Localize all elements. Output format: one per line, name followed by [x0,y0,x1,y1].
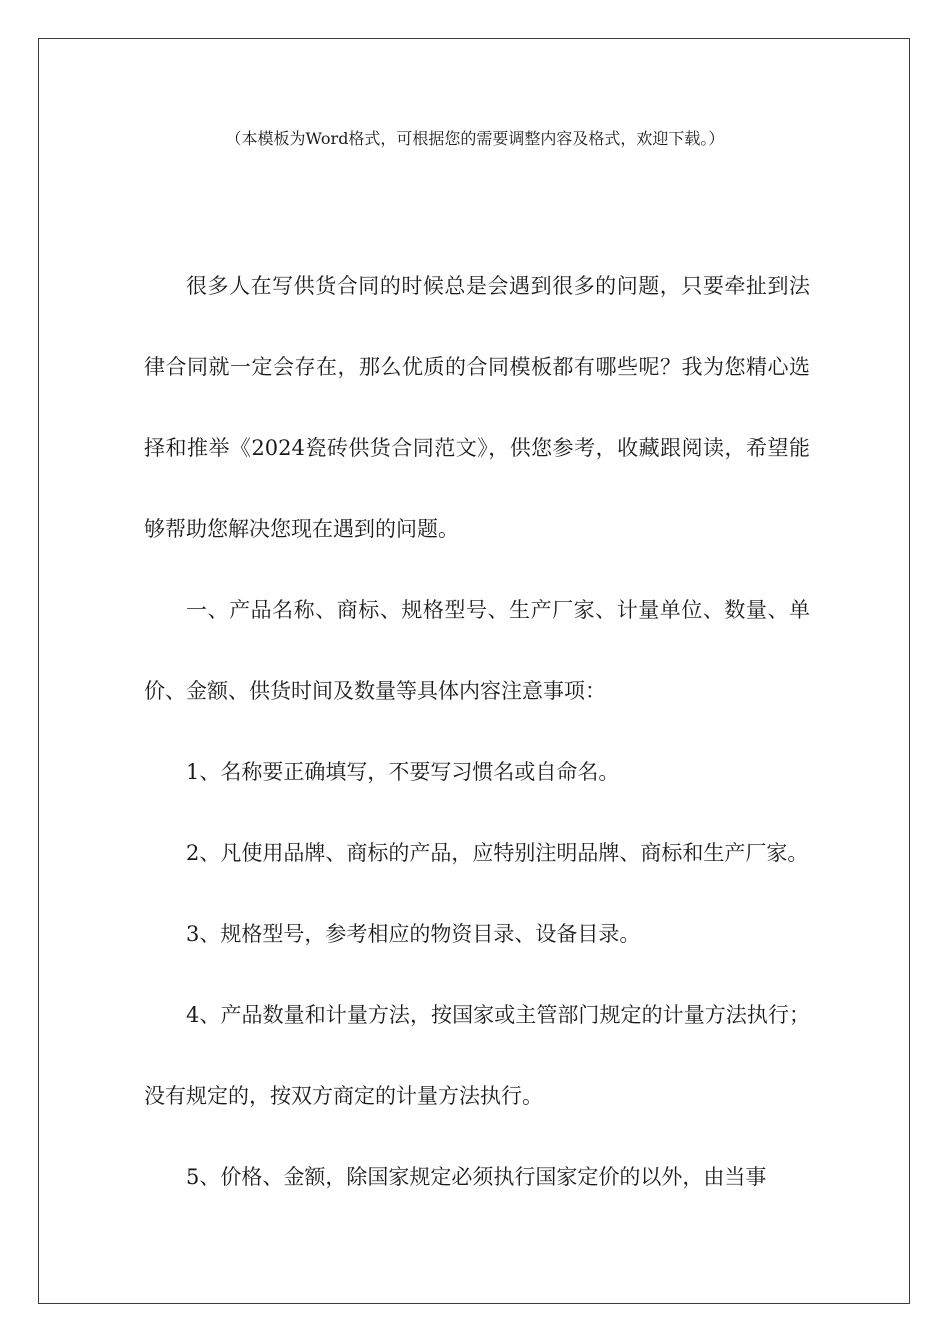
item-1-name: 1、名称要正确填写，不要写习惯名或自命名。 [186,760,620,784]
item-3-spec-model: 3、规格型号，参考相应的物资目录、设备目录。 [186,922,641,946]
document-body [144,246,810,1218]
section-heading-product-details: 一、产品名称、商标、规格型号、生产厂家、计量单位、数量、单价、金额、供货时间及数量等具体内容注意事项： [144,598,810,703]
item-4-quantity-measurement: 4、产品数量和计量方法，按国家或主管部门规定的计量方法执行；没有规定的，按双方商定的计量方法执行。 [144,1003,810,1108]
intro-paragraph: 很多人在写供货合同的时候总是会遇到很多的问题，只要牵扯到法律合同就一定会存在，那么优质的合同模板都有哪些呢？我为您精心选择和推举《2024瓷砖供货合同范文》，供您参考，收藏跟阅读，希望能够帮助您解决您现在遇到的问题。 [144,274,810,541]
template-notice: （本模板为Word格式，可根据您的需要调整内容及格式，欢迎下载。） [225,129,725,148]
item-2-brand: 2、凡使用品牌、商标的产品，应特别注明品牌、商标和生产厂家。 [186,841,809,865]
item-5-price-amount: 5、价格、金额，除国家规定必须执行国家定价的以外，由当事 [186,1165,767,1189]
